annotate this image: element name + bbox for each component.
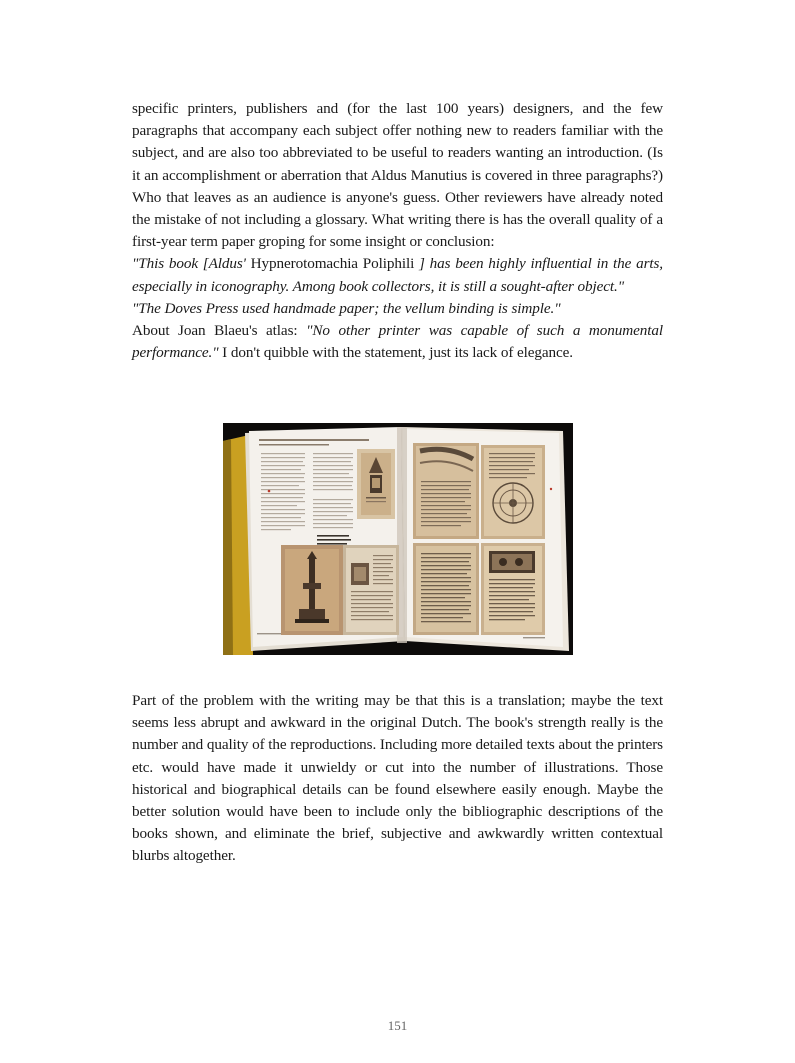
- quote-doves-text: "The Doves Press used handmade paper; the vellum binding is simple.": [132, 299, 561, 317]
- quote-blaeu-lead: About Joan Blaeu's atlas:: [132, 322, 307, 340]
- quote-aldus-title: Hypnerotomachia Poliphili: [245, 255, 419, 273]
- intro-paragraph: specific printers, publishers and (for the last 100 years) designers, and the few paragraphs that accompany each subject offer nothing new to readers familiar with the subject, and are also too abbreviated to be useful to readers wanting an introduction. (Is it an accomplishment or aberration that Aldus Manutius is covered in three paragraphs?) Who that leaves as an audience is anyone's guess. Other reviewers have already noted the mistake of not including a glossary. What writing there is has the overall quality of a first-year term paper groping for some insight or conclusion:: [132, 100, 663, 251]
- top-text-block: [132, 98, 663, 364]
- quote-aldus: [132, 253, 663, 297]
- page-number: 151: [387, 1018, 408, 1033]
- bottom-text-block: [132, 690, 663, 868]
- closing-paragraph: Part of the problem with the writing may be that this is a translation; maybe the text seems less abrupt and awkward in the original Dutch. The book's strength really is the number and quality of the reproductions. Including more detailed texts about the printers etc. would have made it unwieldy or cut into the number of illustrations. Those historical and biographical details can be found elsewhere easily enough. Maybe the better solution would have been to include only the bibliographic descriptions of the books shown, and eliminate the brief, subjective and awkwardly written contextual blurbs altogether.: [132, 692, 663, 865]
- quote-aldus-part1: "This book [Aldus': [132, 255, 246, 273]
- book-spread-photo: [223, 423, 573, 655]
- quote-blaeu: [132, 320, 663, 364]
- quote-blaeu-quote: "No other printer was capable of such a monumental performance.": [132, 322, 663, 362]
- quote-blaeu-tail: I don't quibble with the statement, just its lack of elegance.: [218, 344, 573, 362]
- quote-doves: [132, 298, 663, 320]
- quote-aldus-part2: ] has been highly influential in the arts, especially in iconography. Among book collectors, it is still a sought-after object.": [132, 255, 664, 295]
